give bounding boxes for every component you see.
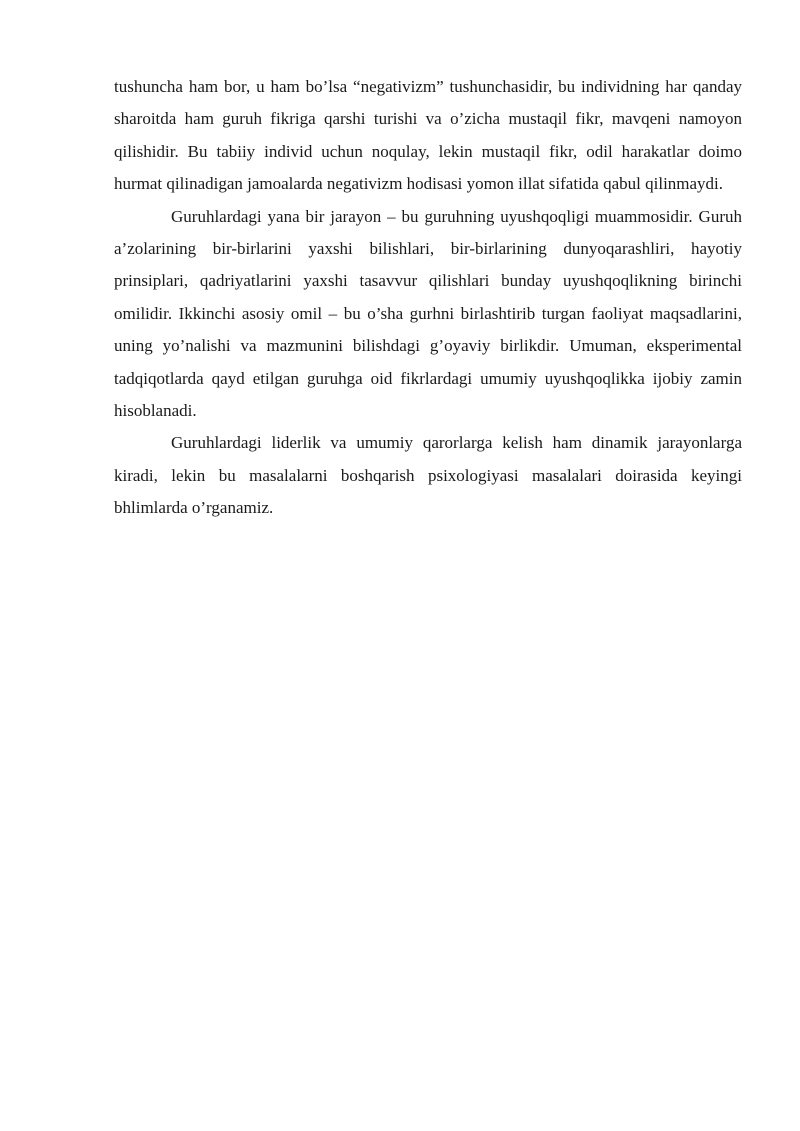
paragraph-1: tushuncha ham bor, u ham bo’lsa “negativizm” tushunchasidir, bu individning har qanday sharoitda ham guruh fikriga qarshi turishi va o’zicha mustaqil fikr, mavqeni namoyon qilishidir. Bu tabiiy individ uchun noqulay, lekin mustaqil fikr, odil harakatlar doimo hurmat qilinadigan jamoalarda negativizm hodisasi yomon illat sifatida qabul qilinmaydi. [114, 77, 742, 194]
paragraph-2: Guruhlardagi yana bir jarayon – bu guruhning uyushqoqligi muammosidir. Guruh a’zolarining bir-birlarini yaxshi bilishlari, bir-birlarining dunyoqarashliri, hayotiy prinsiplari, qadriyatlarini yaxshi tasavvur qilishlari bunday uyushqoqlikning birinchi omilidir. Ikkinchi asosiy omil – bu o’sha gurhni birlashtirib turgan faoliyat maqsadlarini, uning yo’nalishi va mazmunini bilishdagi g’oyaviy birlikdir. Umuman, eksperimental tadqiqotlarda qayd etilgan guruhga oid fikrlardagi umumiy uyushqoqlikka ijobiy zamin hisoblanadi. [114, 206, 742, 421]
paragraph-3: Guruhlardagi liderlik va umumiy qarorlarga kelish ham dinamik jarayonlarga kiradi, lekin bu masalalarni boshqarish psixologiyasi masalalari doirasida keyingi bhlimlarda o’rganamiz. [114, 433, 742, 518]
body-text [114, 71, 742, 525]
